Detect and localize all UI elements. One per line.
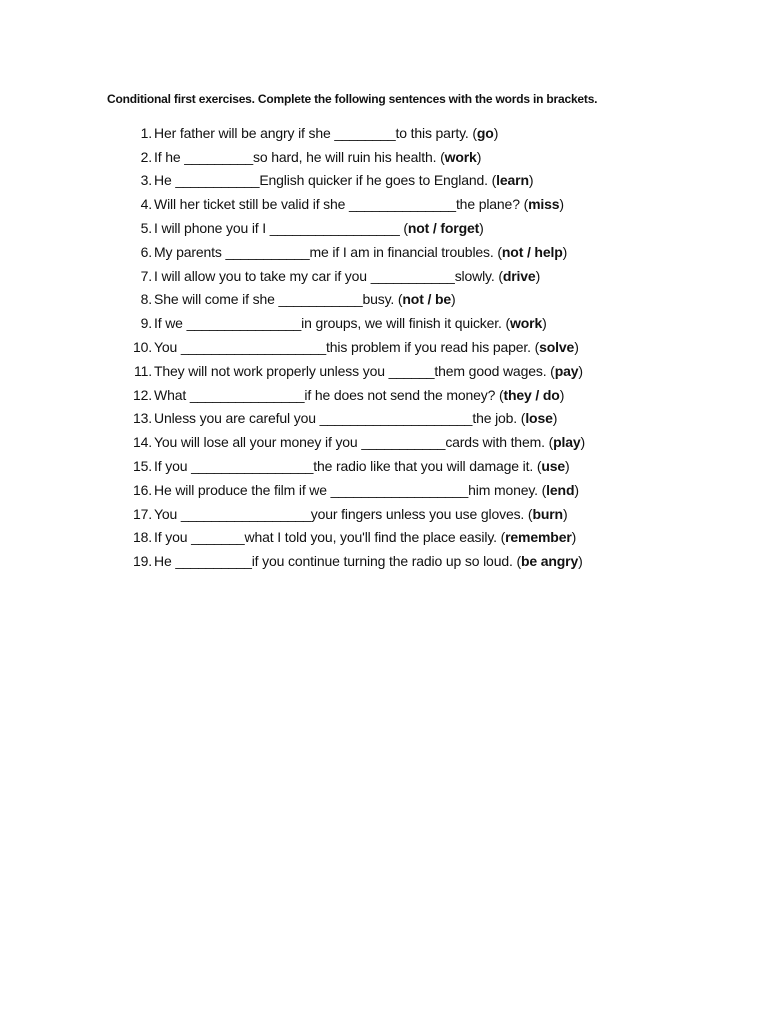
sentence-end: busy. (: [362, 291, 403, 308]
sentence-end: the job. (: [472, 410, 526, 427]
item-number: 4.: [140, 196, 152, 213]
answer-blank: ____________________: [319, 410, 473, 427]
item-number: 8.: [140, 291, 152, 308]
answer-blank: ______: [388, 362, 435, 379]
sentence-end: in groups, we will finish it quicker. (: [301, 315, 511, 332]
sentence-start: Her father will be angry if she: [154, 124, 335, 141]
item-sentence: [152, 291, 456, 307]
item-number: 14.: [132, 434, 152, 451]
sentence-start: You: [154, 339, 181, 356]
item-sentence: [152, 125, 498, 141]
sentence-start: He will produce the film if we: [154, 481, 331, 498]
exercise-item: [122, 288, 585, 312]
closing-bracket: ): [565, 458, 570, 475]
closing-bracket: ): [528, 172, 534, 189]
sentence-start: If you: [154, 529, 192, 546]
closing-bracket: ): [571, 529, 577, 546]
closing-bracket: ): [580, 434, 586, 451]
closing-bracket: ): [535, 267, 541, 284]
item-number: 15.: [132, 458, 152, 475]
item-number: 10.: [132, 339, 152, 356]
bracket-hint: play: [553, 434, 581, 451]
item-sentence: [152, 172, 533, 188]
exercise-item: [122, 549, 585, 573]
sentence-end: English quicker if he goes to England. (: [259, 172, 497, 189]
item-sentence: [152, 244, 567, 260]
item-number: 19.: [132, 553, 152, 570]
answer-blank: ___________: [175, 172, 260, 189]
item-sentence: [152, 529, 576, 545]
closing-bracket: ): [450, 291, 456, 308]
exercise-item: [122, 359, 585, 383]
item-number: 17.: [132, 505, 152, 522]
bracket-hint: be angry: [520, 553, 579, 570]
closing-bracket: ): [578, 362, 583, 379]
closing-bracket: ): [559, 196, 564, 213]
answer-blank: _______________: [189, 386, 305, 403]
sentence-end: me if I am in financial troubles. (: [309, 243, 502, 260]
exercise-list: [122, 121, 585, 573]
item-sentence: [152, 434, 585, 450]
answer-blank: __________: [175, 553, 252, 570]
exercise-item: [122, 383, 585, 407]
exercise-item: [122, 264, 585, 288]
item-sentence: [152, 220, 484, 236]
bracket-hint: use: [541, 458, 566, 475]
sentence-end: the radio like that you will damage it. (: [313, 458, 542, 475]
item-sentence: [152, 482, 579, 498]
sentence-end: slowly. (: [454, 267, 503, 284]
answer-blank: ______________: [349, 196, 456, 213]
item-number: 18.: [132, 529, 152, 546]
sentence-start: He: [154, 172, 176, 189]
item-sentence: [152, 553, 583, 569]
item-sentence: [152, 363, 583, 379]
sentence-start: I will phone you if I: [154, 220, 270, 237]
sentence-start: She will come if she: [154, 291, 279, 308]
exercise-item: [122, 430, 585, 454]
item-number: 11.: [134, 362, 152, 379]
sentence-end: (: [399, 220, 408, 237]
answer-blank: _______________: [186, 315, 302, 332]
bracket-hint: learn: [496, 172, 529, 189]
answer-blank: ___________: [361, 434, 446, 451]
item-number: 5.: [140, 220, 152, 237]
sentence-start: Will her ticket still be valid if she: [154, 196, 350, 213]
sentence-end: them good wages. (: [434, 362, 555, 379]
answer-blank: ___________: [278, 291, 363, 308]
sentence-start: If he: [154, 148, 185, 165]
item-sentence: [152, 315, 547, 331]
bracket-hint: pay: [554, 362, 579, 379]
closing-bracket: ): [479, 220, 484, 237]
answer-blank: ________: [334, 124, 396, 141]
item-sentence: [152, 268, 540, 284]
sentence-start: Unless you are careful you: [154, 410, 320, 427]
sentence-end: so hard, he will ruin his health. (: [252, 148, 445, 165]
exercise-item: [122, 407, 585, 431]
item-number: 12.: [132, 386, 152, 403]
bracket-hint: not / help: [501, 243, 563, 260]
item-number: 1.: [140, 124, 152, 141]
exercise-item: [122, 121, 585, 145]
sentence-start: What: [154, 386, 190, 403]
item-number: 2.: [140, 148, 152, 165]
sentence-start: If you: [154, 458, 192, 475]
sentence-start: You: [154, 505, 181, 522]
exercise-item: [122, 169, 585, 193]
item-number: 7.: [140, 267, 152, 284]
exercise-item: [122, 454, 585, 478]
item-sentence: [152, 196, 564, 212]
closing-bracket: ): [552, 410, 558, 427]
closing-bracket: ): [542, 315, 547, 332]
sentence-end: if you continue turning the radio up so loud. (: [251, 553, 521, 570]
answer-blank: ___________: [370, 267, 455, 284]
bracket-hint: miss: [528, 196, 560, 213]
sentence-end: him money. (: [468, 481, 547, 498]
answer-blank: __________________: [330, 481, 469, 498]
bracket-hint: go: [476, 124, 494, 141]
sentence-start: My parents: [154, 243, 226, 260]
sentence-start: He: [154, 553, 176, 570]
sentence-end: this problem if you read his paper. (: [326, 339, 540, 356]
item-sentence: [152, 410, 557, 426]
closing-bracket: ): [562, 505, 568, 522]
sentence-end: what I told you, you'll find the place easily. (: [244, 529, 506, 546]
item-number: 13.: [132, 410, 152, 427]
closing-bracket: ): [562, 243, 568, 260]
exercise-item: [122, 502, 585, 526]
exercise-item: [122, 311, 585, 335]
exercise-item: [122, 335, 585, 359]
bracket-hint: not / forget: [407, 220, 480, 237]
closing-bracket: ): [493, 124, 499, 141]
sentence-end: to this party. (: [395, 124, 477, 141]
bracket-hint: burn: [532, 505, 563, 522]
answer-blank: _________________: [269, 220, 400, 237]
sentence-end: cards with them. (: [445, 434, 554, 451]
bracket-hint: solve: [539, 339, 575, 356]
bracket-hint: work: [510, 315, 543, 332]
item-number: 16.: [132, 481, 152, 498]
item-sentence: [152, 339, 579, 355]
closing-bracket: ): [574, 339, 579, 356]
sentence-start: I will allow you to take my car if you: [154, 267, 371, 284]
answer-blank: ___________: [225, 243, 310, 260]
bracket-hint: drive: [502, 267, 536, 284]
sentence-end: the plane? (: [455, 196, 529, 213]
exercise-item: [122, 478, 585, 502]
item-sentence: [152, 387, 564, 403]
bracket-hint: lend: [546, 481, 575, 498]
closing-bracket: ): [574, 481, 579, 498]
item-sentence: [152, 149, 481, 165]
item-sentence: [152, 506, 567, 522]
bracket-hint: they / do: [503, 386, 560, 403]
sentence-start: You will lose all your money if you: [154, 434, 362, 451]
exercise-item: [122, 192, 585, 216]
item-number: 9.: [140, 315, 152, 332]
bracket-hint: lose: [525, 410, 553, 427]
closing-bracket: ): [559, 386, 565, 403]
sentence-start: If we: [154, 315, 187, 332]
exercise-item: [122, 526, 585, 550]
item-sentence: [152, 458, 570, 474]
item-number: 3.: [140, 172, 152, 189]
answer-blank: ________________: [191, 458, 314, 475]
answer-blank: _______: [191, 529, 245, 546]
worksheet-instructions: Conditional first exercises. Complete the following sentences with the words in brackets.: [107, 92, 598, 106]
answer-blank: _________________: [180, 505, 311, 522]
sentence-end: your fingers unless you use gloves. (: [310, 505, 533, 522]
sentence-end: if he does not send the money? (: [304, 386, 504, 403]
item-number: 6.: [140, 243, 152, 260]
answer-blank: ___________________: [180, 339, 327, 356]
closing-bracket: ): [578, 553, 583, 570]
exercise-item: [122, 145, 585, 169]
sentence-start: They will not work properly unless you: [154, 362, 389, 379]
closing-bracket: ): [476, 148, 482, 165]
bracket-hint: not / be: [402, 291, 451, 308]
exercise-item: [122, 216, 585, 240]
bracket-hint: work: [444, 148, 477, 165]
exercise-item: [122, 240, 585, 264]
answer-blank: _________: [184, 148, 253, 165]
bracket-hint: remember: [505, 529, 572, 546]
